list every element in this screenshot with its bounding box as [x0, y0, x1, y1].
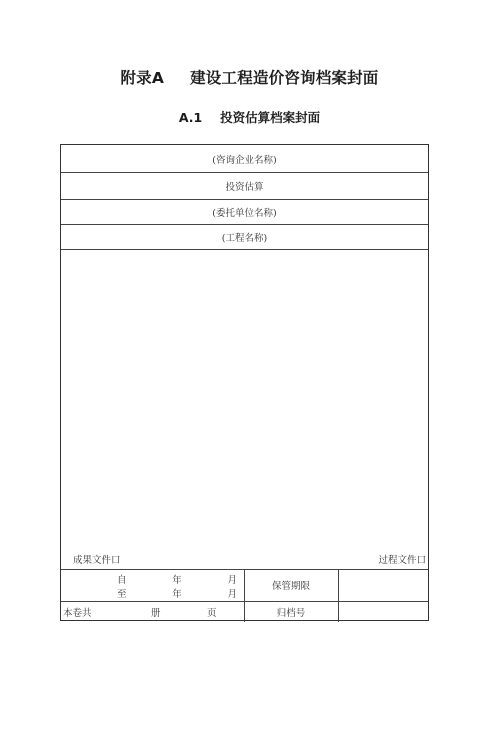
volume-prefix: 本卷共 [63, 608, 92, 619]
section-label: 投资估算档案封面 [220, 110, 321, 125]
volume-count-cell [61, 601, 245, 622]
result-file-checkbox: 成果文件口 [73, 555, 121, 566]
date-to-line [117, 586, 237, 600]
to-month-label: 月 [227, 589, 237, 600]
retention-label-cell [244, 569, 339, 602]
section-number: A.1 [178, 110, 203, 125]
project-row [61, 224, 428, 250]
client-row [61, 199, 428, 225]
volume-unit: 册 [151, 608, 161, 619]
appendix-title: 建设工程造价咨询档案封面 [190, 69, 379, 87]
retention-label: 保管期限 [271, 581, 310, 592]
date-range-cell [61, 569, 245, 602]
to-year-label: 年 [172, 589, 182, 600]
page-unit: 页 [207, 608, 217, 619]
company-row [61, 145, 428, 173]
doc-type: 投资估算 [225, 181, 264, 193]
appendix-label: 附录A [120, 69, 165, 87]
company-name: (咨询企业名称) [212, 154, 277, 166]
from-year-label: 年 [172, 575, 182, 586]
process-file-checkbox: 过程文件口 [378, 555, 426, 566]
client-name: (委托单位名称) [212, 207, 277, 219]
cover-form [60, 144, 429, 621]
archive-number-label: 归档号 [276, 607, 306, 619]
page-title [0, 66, 499, 88]
from-month-label: 月 [227, 575, 237, 586]
file-type-row [61, 545, 428, 570]
retention-value-cell [338, 569, 428, 602]
doc-type-row [61, 172, 428, 200]
section-title [0, 108, 499, 126]
date-from-line [117, 572, 237, 586]
archive-value-cell [338, 601, 428, 622]
project-name: (工程名称) [221, 232, 268, 244]
from-label: 自 [117, 575, 127, 586]
to-label: 至 [117, 589, 127, 600]
archive-label-cell [244, 601, 339, 622]
